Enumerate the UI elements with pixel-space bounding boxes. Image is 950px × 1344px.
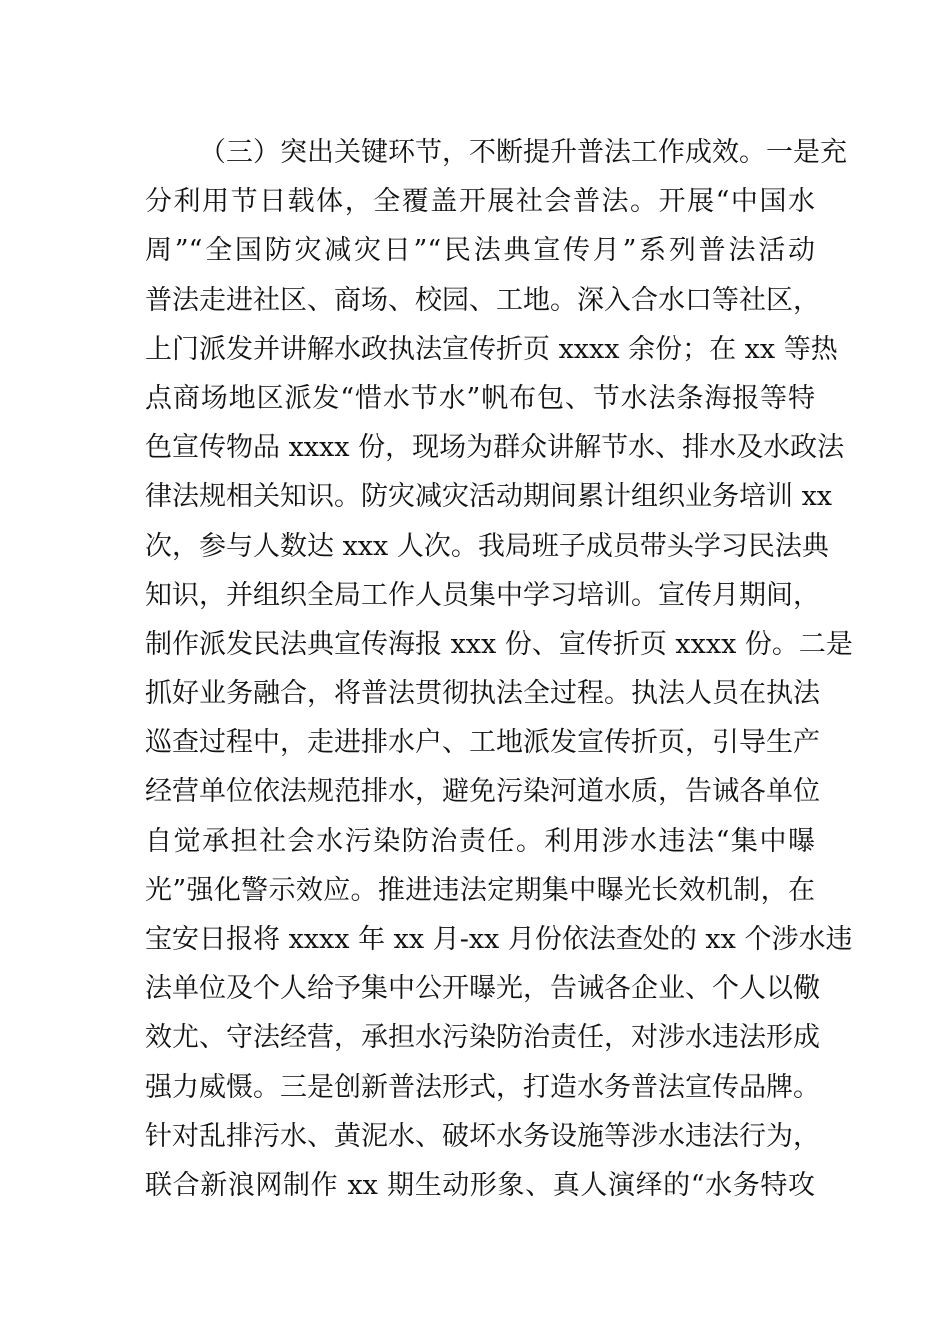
text-line: 色宣传物品 xxxx 份，现场为群众讲解节水、排水及水政法 — [145, 432, 845, 464]
text-line: 强力威慑。三是创新普法形式，打造水务普法宣传品牌。 — [145, 1071, 820, 1103]
text-line: 光”强化警示效应。推进违法定期集中曝光长效机制，在 — [145, 874, 815, 906]
text-line: 制作派发民法典宣传海报 xxx 份、宣传折页 xxxx 份。二是 — [145, 628, 853, 660]
text-line: 分利用节日载体，全覆盖开展社会普法。开展“中国水 — [145, 186, 815, 218]
text-line: 联合新浪网制作 xx 期生动形象、真人演绎的“水务特攻 — [145, 1169, 815, 1201]
text-line: 巡查过程中，走进排水户、工地派发宣传折页，引导生产 — [145, 727, 820, 759]
text-line: 经营单位依法规范排水，避免污染河道水质，告诫各单位 — [145, 776, 820, 808]
text-line: 次，参与人数达 xxx 人次。我局班子成员带头学习民法典 — [145, 530, 829, 562]
body-paragraph — [145, 128, 853, 1210]
text-line: 宝安日报将 xxxx 年 xx 月-xx 月份依法查处的 xx 个涉水违 — [145, 924, 853, 955]
text-line: 效尤、守法经营，承担水污染防治责任，对涉水违法形成 — [145, 1022, 820, 1054]
text-line: 针对乱排污水、黄泥水、破坏水务设施等涉水违法行为， — [145, 1120, 820, 1152]
text-line: 抓好业务融合，将普法贯彻执法全过程。执法人员在执法 — [145, 678, 820, 710]
text-line: 法单位及个人给予集中公开曝光，告诫各企业、个人以儆 — [145, 973, 820, 1005]
text-line: 自觉承担社会水污染防治责任。利用涉水违法“集中曝 — [145, 825, 815, 857]
text-line: （三）突出关键环节，不断提升普法工作成效。一是充 — [199, 137, 847, 168]
text-line: 知识，并组织全局工作人员集中学习培训。宣传月期间， — [145, 579, 820, 611]
text-line: 上门派发并讲解水政执法宣传折页 xxxx 余份；在 xx 等热 — [145, 333, 838, 365]
text-line: 律法规相关知识。防灾减灾活动期间累计组织业务培训 xx — [145, 481, 833, 513]
text-line: 普法走进社区、商场、校园、工地。深入合水口等社区， — [145, 284, 820, 316]
text-line: 周”“全国防灾减灾日”“民法典宣传月”系列普法活动 — [145, 235, 815, 267]
text-line: 点商场地区派发“惜水节水”帆布包、节水法条海报等特 — [145, 382, 815, 414]
